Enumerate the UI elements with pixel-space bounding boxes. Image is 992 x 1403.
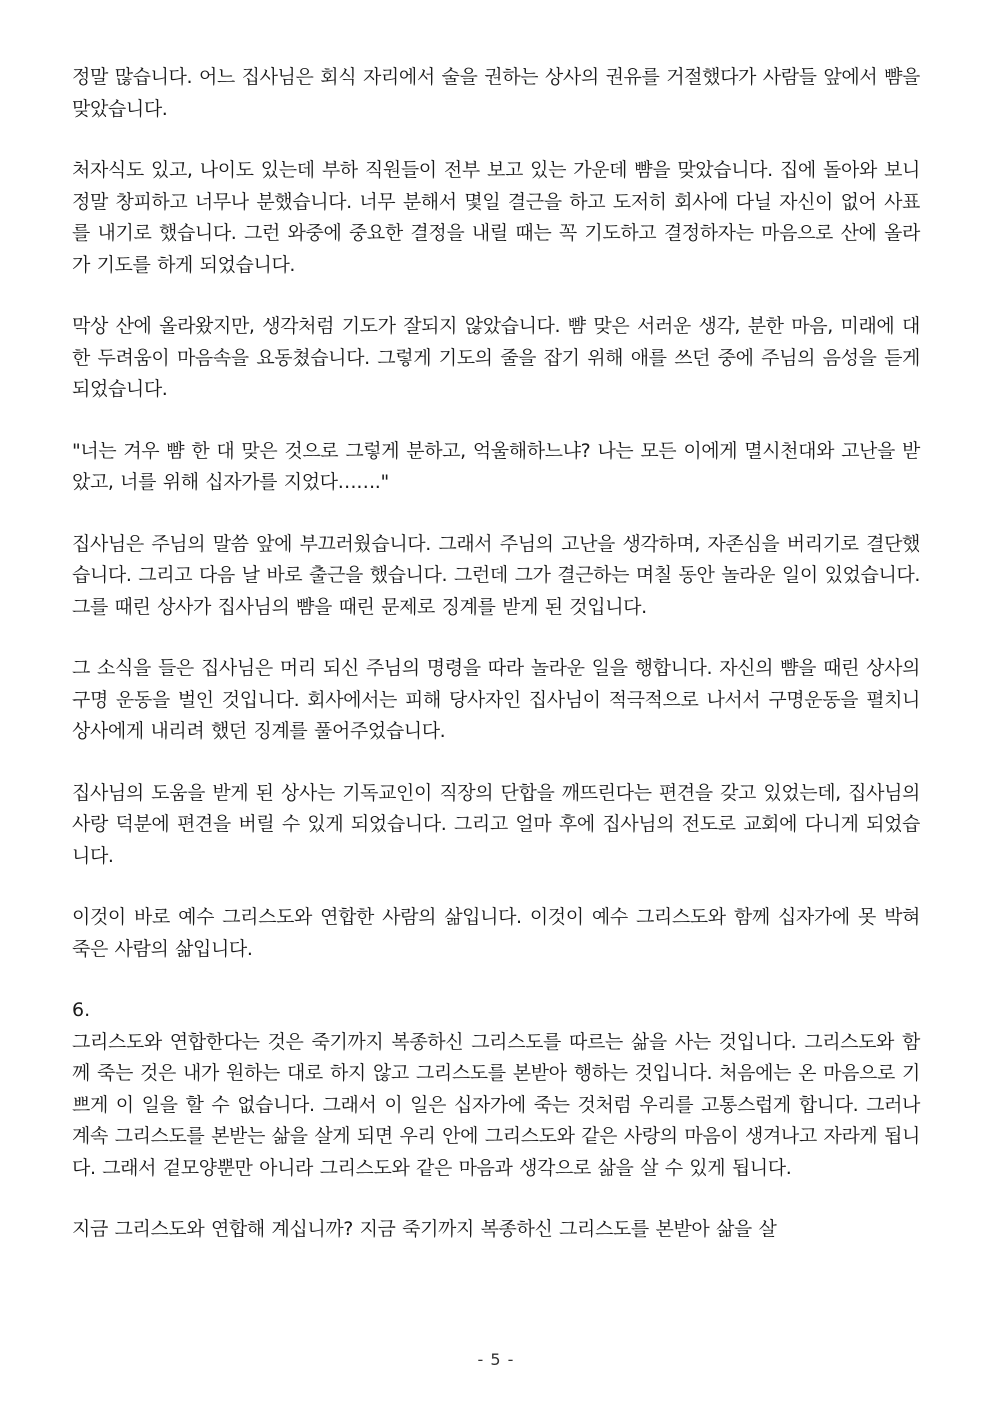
paragraph-2: 처자식도 있고, 나이도 있는데 부하 직원들이 전부 보고 있는 가운데 뺨을 맞았습니다. 집에 돌아와 보니 정말 창피하고 너무나 분했습니다. 너무 분해서 몇일 결근을 하고 도저히 회사에 다닐 자신이 없어 사표를 내기로 했습니다. 그런 와중에 중요한 결정을 내릴 때는 꼭 기도하고 결정하자는 마음으로 산에 올라가 기도를 하게 되었습니다. (72, 159, 920, 276)
paragraph-8: 이것이 바로 예수 그리스도와 연합한 사람의 삶입니다. 이것이 예수 그리스도와 함께 십자가에 못 박혀 죽은 사람의 삶입니다. (72, 906, 920, 960)
paragraph-3: 막상 산에 올라왔지만, 생각처럼 기도가 잘되지 않았습니다. 뺨 맞은 서러운 생각, 분한 마음, 미래에 대한 두려움이 마음속을 요동쳤습니다. 그렇게 기도의 줄을 잡기 위해 애를 쓰던 중에 주님의 음성을 듣게 되었습니다. (72, 315, 920, 400)
paragraph-7: 집사님의 도움을 받게 된 상사는 기독교인이 직장의 단합을 깨뜨린다는 편견을 갖고 있었는데, 집사님의 사랑 덕분에 편견을 버릴 수 있게 되었습니다. 그리고 얼마 후에 집사님의 전도로 교회에 다니게 되었습니다. (72, 781, 920, 867)
paragraph-5: 집사님은 주님의 말씀 앞에 부끄러웠습니다. 그래서 주님의 고난을 생각하며, 자존심을 버리기로 결단했습니다. 그리고 다음 날 바로 출근을 했습니다. 그런데 그가 결근하는 며칠 동안 놀라운 일이 있었습니다. 그를 때린 상사가 집사님의 뺨을 때린 문제로 징계를 받게 된 것입니다. (72, 532, 920, 618)
paragraph-1: 정말 많습니다. 어느 집사님은 회식 자리에서 술을 권하는 상사의 권유를 거절했다가 사람들 앞에서 뺨을 맞았습니다. (72, 66, 920, 120)
section-number: 6. (72, 999, 91, 1021)
section-paragraph-1: 그리스도와 연합한다는 것은 죽기까지 복종하신 그리스도를 따르는 삶을 사는 것입니다. 그리스도와 함께 죽는 것은 내가 원하는 대로 하지 않고 그리스도를 본받아 행하는 것입니다. 처음에는 온 마음으로 기쁘게 이 일을 할 수 없습니다. 그래서 이 일은 십자가에 죽는 것처럼 우리를 고통스럽게 합니다. 그러나 계속 그리스도를 본받는 삶을 살게 되면 우리 안에 그리스도와 같은 사랑의 마음이 생겨나고 자라게 됩니다. 그래서 겉모양뿐만 아니라 그리스도와 같은 마음과 생각으로 삶을 살 수 있게 됩니다. (72, 1030, 920, 1179)
page-number: - 5 - (477, 1350, 515, 1369)
paragraph-quote: "너는 겨우 뺨 한 대 맞은 것으로 그렇게 분하고, 억울해하느냐? 나는 모든 이에게 멸시천대와 고난을 받았고, 너를 위해 십자가를 지었다……." (72, 439, 920, 493)
document-body (72, 62, 920, 1246)
section-paragraph-2: 지금 그리스도와 연합해 계십니까? 지금 죽기까지 복종하신 그리스도를 본받아 삶을 살 (72, 1218, 777, 1240)
paragraph-6: 그 소식을 들은 집사님은 머리 되신 주님의 명령을 따라 놀라운 일을 행합니다. 자신의 뺨을 때린 상사의 구명 운동을 벌인 것입니다. 회사에서는 피해 당사자인 집사님이 적극적으로 나서서 구명운동을 펼치니 상사에게 내리려 했던 징계를 풀어주었습니다. (72, 657, 920, 742)
